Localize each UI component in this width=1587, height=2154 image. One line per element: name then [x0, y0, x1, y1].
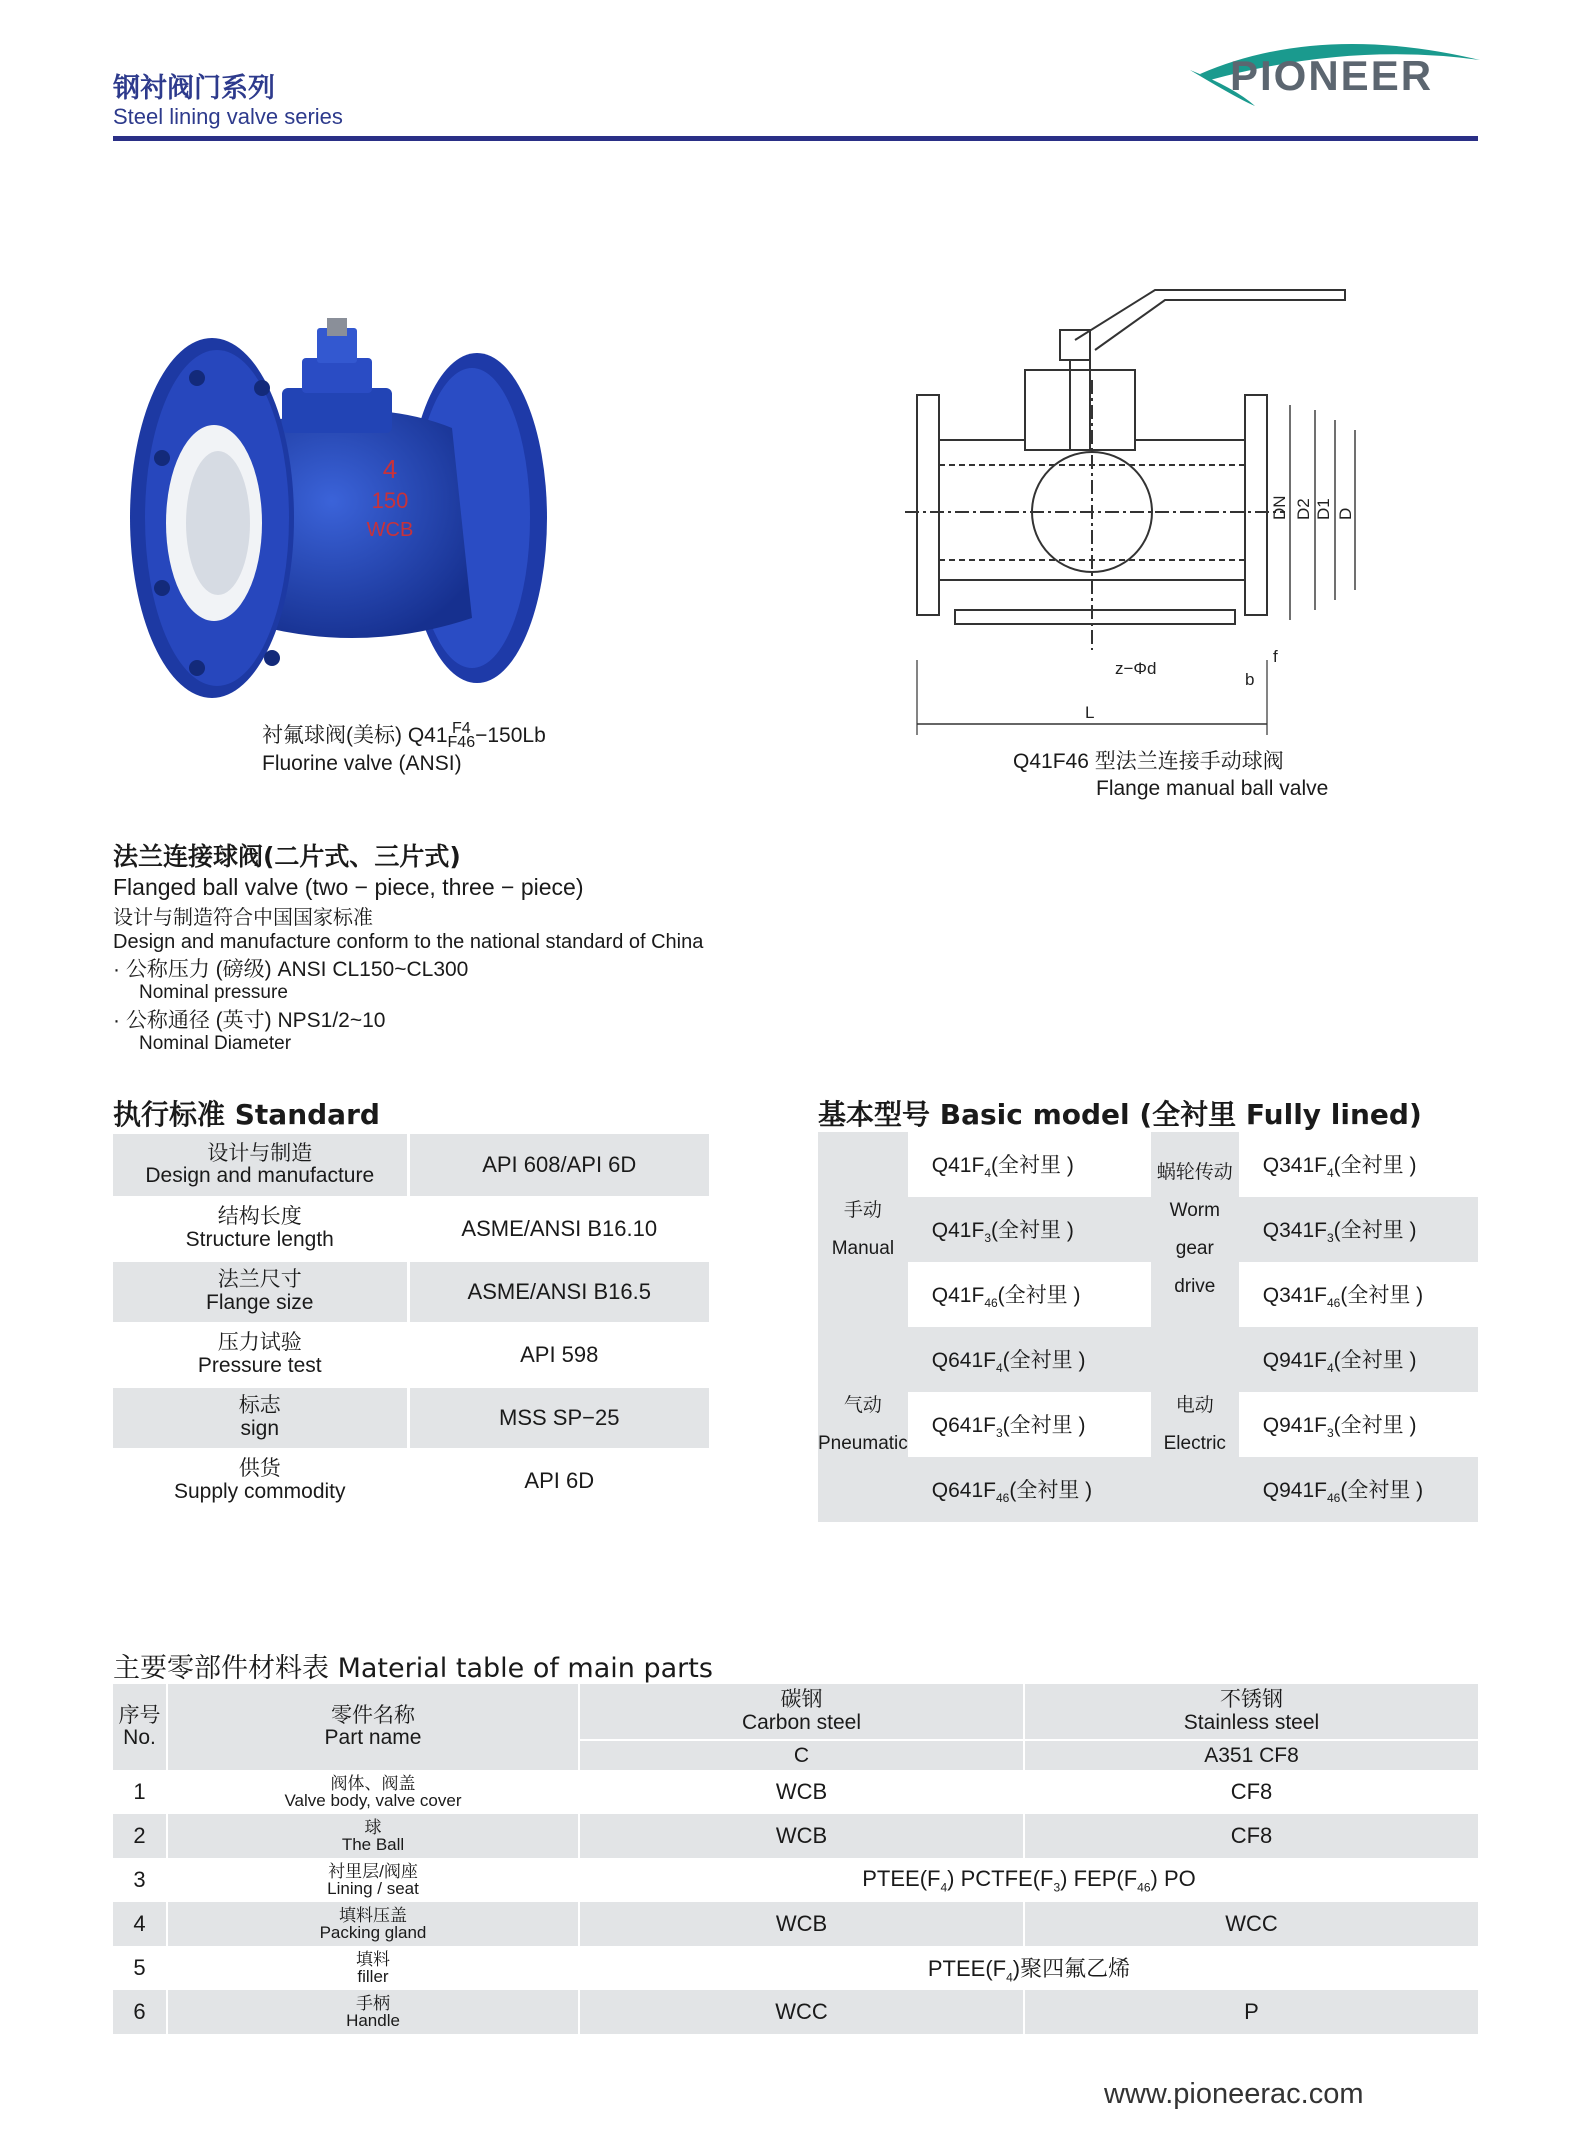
- standard-note-en: Design and manufacture conform to the national standard of China: [113, 930, 704, 953]
- group-manual: 手动 Manual: [818, 1132, 908, 1327]
- row-part-name: 填料压盖 Packing gland: [167, 1902, 579, 1946]
- photo-caption-sup: F4: [451, 720, 471, 737]
- standard-key: 压力试验 Pressure test: [113, 1323, 408, 1386]
- pioneer-logo: [1180, 30, 1490, 110]
- product-description: [113, 842, 703, 1056]
- nominal-pressure-en: Nominal pressure: [139, 981, 288, 1003]
- model-cell: $Q941F_4$(全衬里 ): [1239, 1327, 1478, 1392]
- photo-caption-tail: −150Lb: [475, 723, 546, 747]
- table-row: [818, 1457, 1478, 1522]
- col-part-header: 零件名称 Part name: [167, 1684, 579, 1770]
- row-part-name: 阀体、阀盖 Valve body, valve cover: [167, 1770, 579, 1814]
- row-stainless: CF8: [1230, 1779, 1273, 1804]
- table-header-row: [113, 1684, 1478, 1740]
- model-cell: $Q341F_4$(全衬里 ): [1262, 1153, 1417, 1181]
- standard-value: MSS SP−25: [408, 1386, 709, 1449]
- table-row: [113, 1449, 709, 1512]
- marking-material: WCB: [366, 519, 414, 541]
- group-pneumatic: 气动 Pneumatic: [818, 1327, 908, 1522]
- nominal-pressure-cn: · 公称压力 (磅级) ANSI CL150~CL300: [113, 957, 469, 981]
- standard-key: 设计与制造 Design and manufacture: [113, 1134, 408, 1197]
- table-row: [818, 1132, 1478, 1197]
- table-row: [818, 1197, 1478, 1262]
- marking-rating: 150: [371, 488, 409, 513]
- material-title: 主要零部件材料表 Material table of main parts: [113, 1653, 713, 1684]
- standard-value: API 6D: [408, 1449, 709, 1512]
- dim-l: L: [1085, 703, 1095, 722]
- standard-title: 执行标准 Standard: [113, 1098, 380, 1131]
- row-no: 4: [113, 1902, 167, 1946]
- material-table: [113, 1684, 1478, 2034]
- dim-b: b: [1245, 670, 1255, 689]
- table-row: [818, 1327, 1478, 1392]
- dim-dn: DN: [1270, 495, 1289, 520]
- col-no-header: 序号 No.: [113, 1684, 167, 1770]
- standard-key: 供货 Supply commodity: [113, 1449, 408, 1512]
- photo-caption-mid: F46: [447, 734, 476, 752]
- standard-key: 标志 sign: [113, 1386, 408, 1449]
- model-cell: $Q641F_3$(全衬里 ): [931, 1413, 1086, 1441]
- row-carbon: WCB: [579, 1770, 1024, 1814]
- model-cell: $Q41F_4$(全衬里 ): [931, 1153, 1074, 1181]
- header-divider: [113, 136, 1478, 141]
- row-part-name: 填料 filler: [167, 1946, 579, 1990]
- table-row: [113, 1814, 1478, 1858]
- row-part-name: 球 The Ball: [167, 1814, 579, 1858]
- table-row: [113, 1386, 709, 1449]
- row-no: 1: [113, 1770, 167, 1814]
- valve-photo: [122, 318, 572, 718]
- table-row: [113, 1770, 1478, 1814]
- standard-table: [113, 1134, 709, 1514]
- row-no: 6: [113, 1990, 167, 2034]
- description-title-cn: 法兰连接球阀(二片式、三片式): [113, 842, 461, 871]
- model-cell: $Q41F_{46}$(全衬里 ): [931, 1283, 1081, 1311]
- photo-caption-en: Fluorine valve (ANSI): [262, 751, 462, 775]
- stainless-code: A351 CF8: [1024, 1740, 1478, 1770]
- basic-model-table: [818, 1132, 1478, 1522]
- table-row: [818, 1392, 1478, 1457]
- basic-model-title: 基本型号 Basic model (全衬里 Fully lined): [818, 1098, 1422, 1131]
- svg-text:PIONEER: PIONEER: [1230, 52, 1434, 99]
- table-row: [113, 1260, 709, 1323]
- series-title-cn: 钢衬阀门系列: [113, 73, 275, 104]
- standard-value: API 598: [408, 1323, 709, 1386]
- model-cell: $Q341F_{46}$(全衬里 ): [1262, 1283, 1424, 1311]
- table-row: [113, 1323, 709, 1386]
- description-title-en: Flanged ball valve (two − piece, three − piece): [113, 874, 584, 900]
- nominal-diameter-en: Nominal Diameter: [139, 1032, 292, 1054]
- row-part-name: 手柄 Handle: [167, 1990, 579, 2034]
- photo-caption: [262, 722, 546, 777]
- marking-pressure-class: 4: [382, 454, 398, 484]
- model-cell: $Q641F_{46}$(全衬里 ): [908, 1457, 1151, 1522]
- standard-key: 结构长度 Structure length: [113, 1197, 408, 1260]
- table-row: [113, 1197, 709, 1260]
- drawing-caption-cn: Q41F46 型法兰连接手动球阀: [1013, 750, 1284, 773]
- row-filler-material: $PTEE(F_4)$聚四氟乙烯: [927, 1955, 1131, 1985]
- standard-value: API 608/API 6D: [408, 1134, 709, 1197]
- row-stainless: P: [1024, 1990, 1478, 2034]
- model-cell: $Q341F_3$(全衬里 ): [1239, 1197, 1478, 1262]
- model-cell: $Q641F_4$(全衬里 ): [908, 1327, 1151, 1392]
- dim-f: f: [1273, 647, 1278, 666]
- nominal-diameter-cn: · 公称通径 (英寸) NPS1/2~10: [113, 1008, 386, 1032]
- table-row: [113, 1946, 1478, 1990]
- table-row: [113, 1990, 1478, 2034]
- col-carbon-header: 碳钢 Carbon steel: [579, 1684, 1024, 1740]
- row-stainless: WCC: [1024, 1902, 1478, 1946]
- standard-value: ASME/ANSI B16.5: [408, 1260, 709, 1323]
- row-no: 5: [113, 1946, 167, 1990]
- dim-d1: D1: [1314, 498, 1333, 520]
- row-lining-materials: $PTEE(F_4)$ $PCTFE(F_3)$ $FEP(F_{46})$ PO: [862, 1865, 1196, 1895]
- model-cell: $Q941F_{46}$(全衬里 ): [1239, 1457, 1478, 1522]
- row-part-name: 衬里层/阀座 Lining / seat: [167, 1858, 579, 1902]
- valve-section-drawing: [905, 280, 1405, 740]
- drawing-caption-en: Flange manual ball valve: [1096, 777, 1329, 801]
- standard-value: ASME/ANSI B16.10: [408, 1197, 709, 1260]
- drawing-caption: [1013, 748, 1328, 803]
- row-no: 3: [113, 1858, 167, 1902]
- website-link[interactable]: www.pioneerac.com: [1104, 2078, 1364, 2110]
- row-carbon: WCB: [579, 1814, 1024, 1858]
- photo-caption-cn: [262, 722, 546, 751]
- group-worm-gear: 蜗轮传动 Worm gear drive: [1151, 1132, 1239, 1327]
- row-carbon: WCB: [579, 1902, 1024, 1946]
- model-cell: $Q41F_3$(全衬里 ): [908, 1197, 1151, 1262]
- table-row: [113, 1902, 1478, 1946]
- series-title-en: Steel lining valve series: [113, 104, 343, 129]
- col-stainless-header: 不锈钢 Stainless steel: [1024, 1684, 1478, 1740]
- row-no: 2: [113, 1814, 167, 1858]
- dim-d2: D2: [1294, 498, 1313, 520]
- standard-key: 法兰尺寸 Flange size: [113, 1260, 408, 1323]
- dim-d: D: [1336, 507, 1355, 520]
- row-stainless: CF8: [1024, 1814, 1478, 1858]
- table-row: [113, 1134, 709, 1197]
- dim-bolt-holes: z−Φd: [1115, 659, 1157, 678]
- table-row: [818, 1262, 1478, 1327]
- model-cell: $Q941F_3$(全衬里 ): [1262, 1413, 1417, 1441]
- carbon-code: C: [579, 1740, 1024, 1770]
- photo-caption-model: 衬氟球阀(美标) Q41: [262, 723, 448, 747]
- standard-note-cn: 设计与制造符合中国国家标准: [113, 906, 373, 929]
- table-row: [113, 1858, 1478, 1902]
- row-carbon: WCC: [579, 1990, 1024, 2034]
- group-electric: 电动 Electric: [1151, 1327, 1239, 1522]
